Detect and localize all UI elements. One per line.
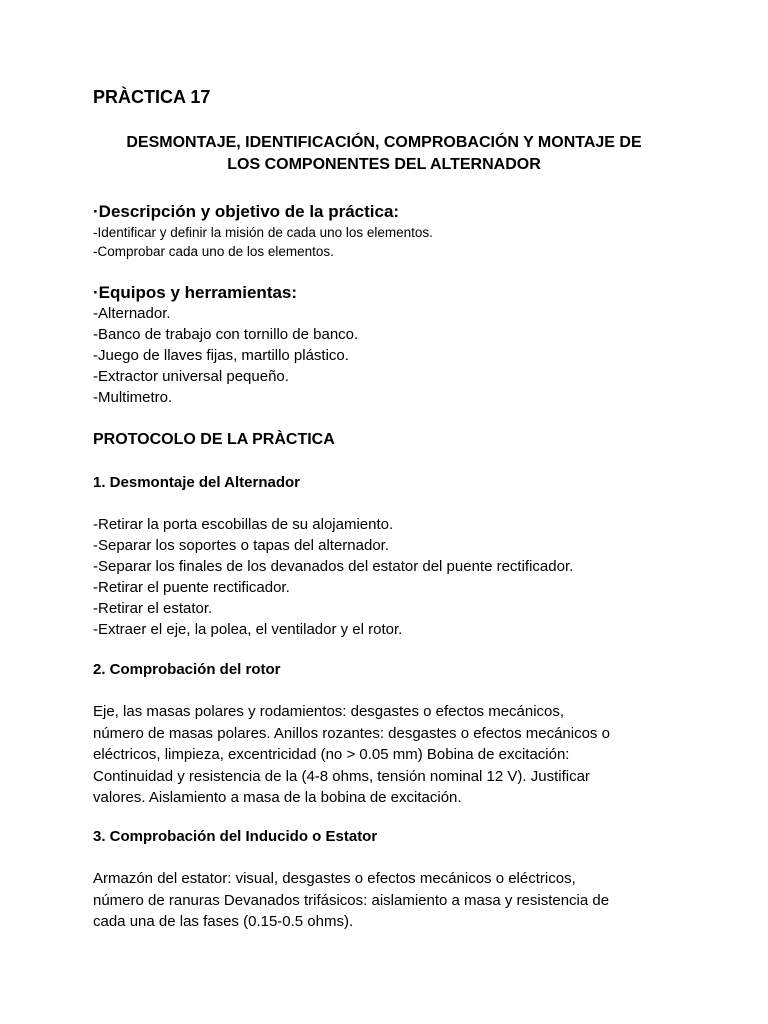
step1-item: -Separar los finales de los devanados del estator del puente rectificador. bbox=[93, 558, 574, 575]
paragraph-line: número de ranuras Devanados trifásicos: aislamiento a masa y resistencia de bbox=[93, 891, 610, 909]
paragraph-line: número de masas polares. Anillos rozantes: desgastes o efectos mecánicos o bbox=[93, 724, 610, 742]
step3-heading: 3. Comprobación del Inducido o Estator bbox=[93, 828, 378, 845]
protocol-heading: PROTOCOLO DE LA PRÀCTICA bbox=[93, 431, 335, 448]
equipment-item: -Alternador. bbox=[93, 305, 171, 322]
paragraph-line: cada una de las fases (0.15-0.5 ohms). bbox=[93, 913, 354, 930]
paragraph-line: Eje, las masas polares y rodamientos: desgastes o efectos mecánicos, bbox=[93, 703, 565, 720]
step1-item: -Retirar el puente rectificador. bbox=[93, 579, 290, 596]
main-heading-line-1: DESMONTAJE, IDENTIFICACIÓN, COMPROBACIÓN Y MONTAJE DE bbox=[126, 134, 642, 151]
step1-item: -Retirar el estator. bbox=[93, 600, 213, 617]
paragraph-line: Continuidad y resistencia de la (4-8 ohms, tensión nominal 12 V). Justificar bbox=[93, 767, 590, 785]
step1-list bbox=[93, 514, 573, 640]
step1-heading: 1. Desmontaje del Alternador bbox=[93, 474, 300, 491]
step3-paragraph bbox=[93, 868, 609, 933]
step1-item: -Separar los soportes o tapas del alternador. bbox=[93, 537, 390, 554]
paragraph-line: Armazón del estator: visual, desgastes o efectos mecánicos o eléctricos, bbox=[93, 870, 576, 887]
paragraph-line: valores. Aislamiento a masa de la bobina de excitación. bbox=[93, 789, 462, 806]
step2-paragraph bbox=[93, 701, 610, 809]
description-list bbox=[93, 223, 433, 261]
step2-heading: 2. Comprobación del rotor bbox=[93, 661, 281, 678]
equipment-heading: ·Equipos y herramientas: bbox=[93, 283, 298, 302]
description-item: -Identificar y definir la misión de cada uno los elementos. bbox=[93, 225, 433, 240]
description-item: -Comprobar cada uno de los elementos. bbox=[93, 244, 334, 259]
equipment-item: -Multimetro. bbox=[93, 389, 173, 406]
practice-title: PRÀCTICA 17 bbox=[93, 87, 211, 107]
description-heading: ·Descripción y objetivo de la práctica: bbox=[93, 202, 400, 221]
equipment-item: -Extractor universal pequeño. bbox=[93, 368, 289, 385]
main-heading-line-2: LOS COMPONENTES DEL ALTERNADOR bbox=[227, 156, 541, 173]
step1-item: -Extraer el eje, la polea, el ventilador y el rotor. bbox=[93, 621, 403, 638]
main-heading bbox=[80, 132, 688, 176]
paragraph-line: eléctricos, limpieza, excentricidad (no > 0.05 mm) Bobina de excitación: bbox=[93, 746, 570, 763]
equipment-list bbox=[93, 303, 358, 408]
equipment-item: -Juego de llaves fijas, martillo plástico. bbox=[93, 347, 349, 364]
equipment-item: -Banco de trabajo con tornillo de banco. bbox=[93, 326, 359, 343]
step1-item: -Retirar la porta escobillas de su alojamiento. bbox=[93, 516, 394, 533]
